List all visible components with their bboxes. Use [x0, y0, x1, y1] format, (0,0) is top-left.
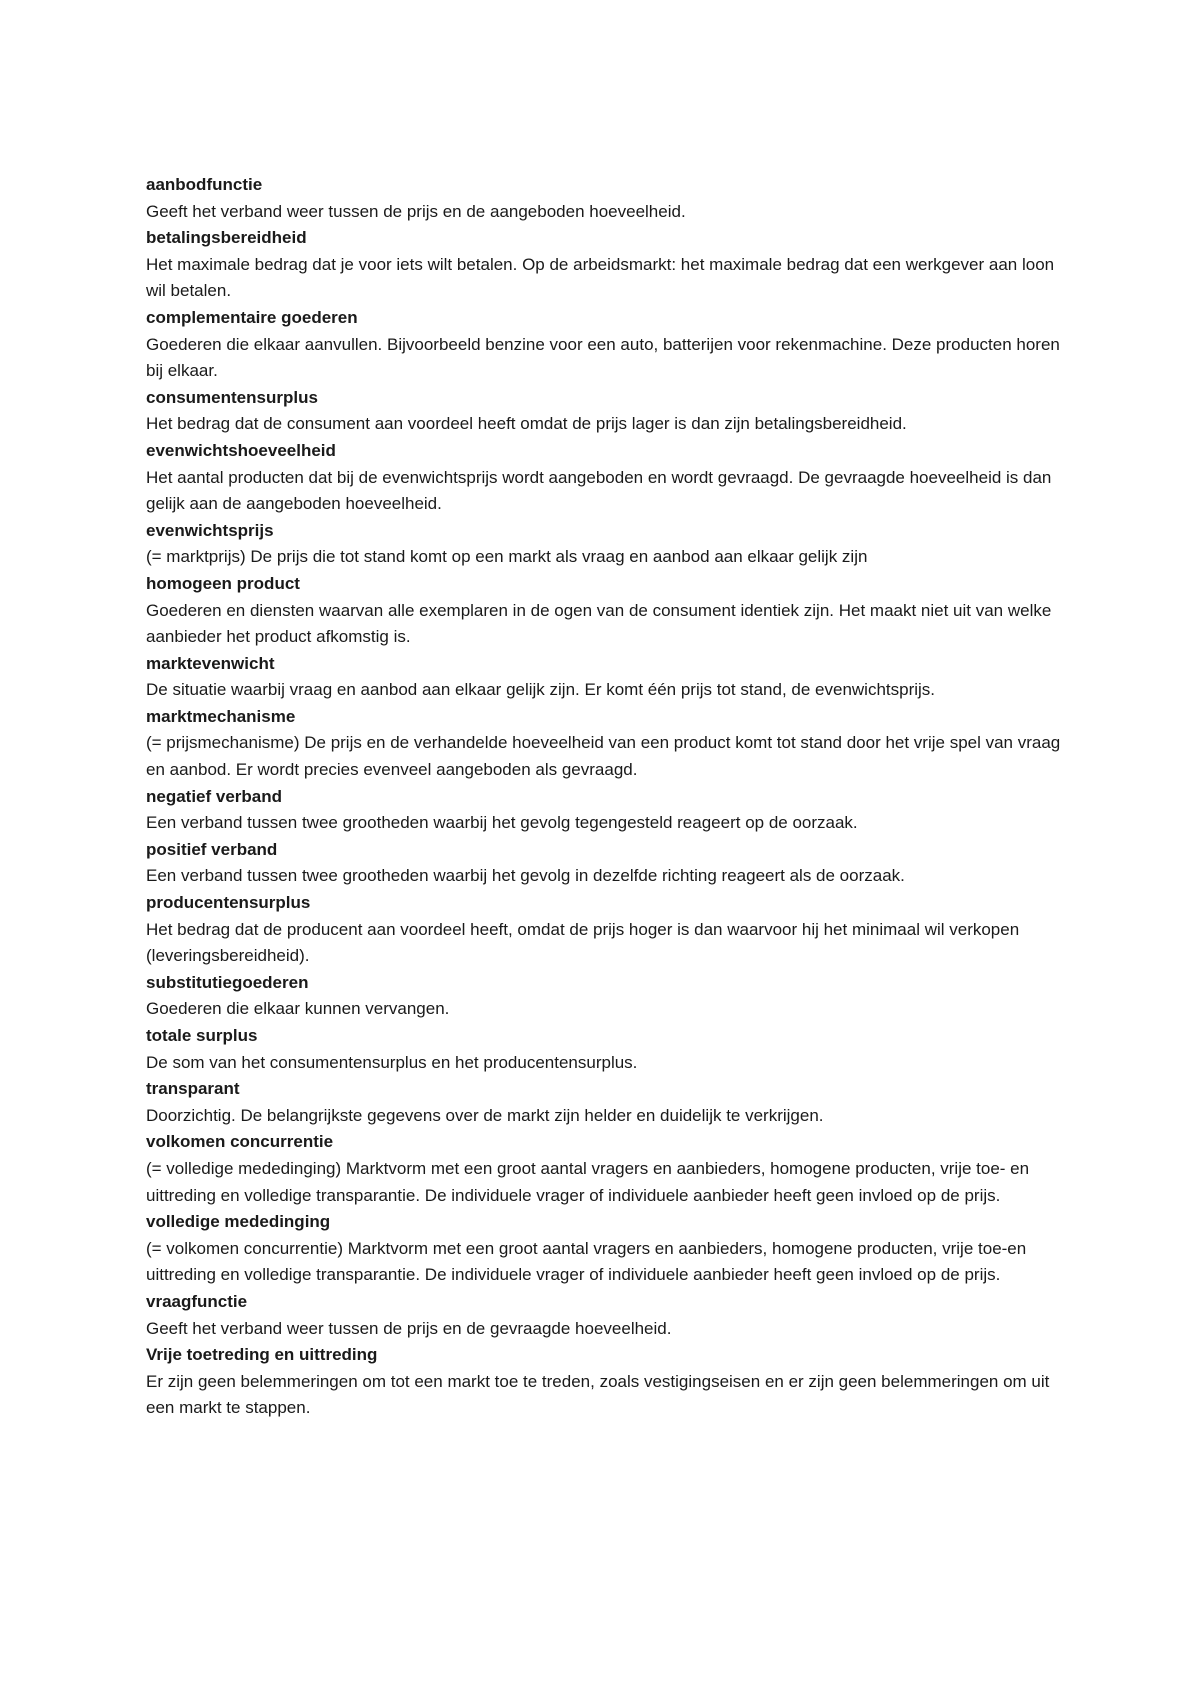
glossary-entry — [146, 1289, 1076, 1342]
glossary-entry — [146, 305, 1076, 385]
term-definition: Geeft het verband weer tussen de prijs en de gevraagde hoeveelheid. — [146, 1318, 672, 1338]
term-definition: Een verband tussen twee grootheden waarbij het gevolg tegengesteld reageert op de oorzaak. — [146, 813, 858, 833]
glossary-entry — [146, 1023, 1076, 1076]
term-heading: evenwichtshoeveelheid — [146, 440, 336, 460]
term-heading: complementaire goederen — [146, 307, 358, 327]
term-heading: producentensurplus — [146, 893, 311, 913]
glossary-page — [146, 172, 1076, 1422]
term-definition: (= volkomen concurrentie) Marktvorm met een groot aantal vragers en aanbieders, homogene producten, vrije toe-en uittreding en volledige transparantie. De individuele vrager of individuele aanbieder heeft geen invloed op de prijs. — [146, 1238, 1027, 1285]
glossary-entry — [146, 890, 1076, 970]
glossary-entry — [146, 1129, 1076, 1209]
term-definition: (= volledige mededinging) Marktvorm met een groot aantal vragers en aanbieders, homogene producten, vrije toe- en uittreding en volledige transparantie. De individuele vrager of individuele aanbieder heeft geen invloed op de prijs. — [146, 1158, 1030, 1205]
term-definition: Het bedrag dat de consument aan voordeel heeft omdat de prijs lager is dan zijn betalingsbereidheid. — [146, 414, 907, 434]
term-definition: De situatie waarbij vraag en aanbod aan elkaar gelijk zijn. Er komt één prijs tot stand, de evenwichtsprijs. — [146, 680, 936, 700]
term-definition: (= prijsmechanisme) De prijs en de verhandelde hoeveelheid van een product komt tot stand door het vrije spel van vraag en aanbod. Er wordt precies evenveel aangeboden als gevraagd. — [146, 733, 1061, 780]
term-heading: aanbodfunctie — [146, 175, 263, 194]
term-heading: Vrije toetreding en uittreding — [146, 1345, 378, 1365]
term-definition: Goederen die elkaar aanvullen. Bijvoorbeeld benzine voor een auto, batterijen voor rekenmachine. Deze producten horen bij elkaar. — [146, 334, 1060, 381]
glossary-entry — [146, 225, 1076, 305]
term-definition: Het maximale bedrag dat je voor iets wilt betalen. Op de arbeidsmarkt: het maximale bedrag dat een werkgever aan loon wil betalen. — [146, 254, 1055, 301]
glossary-entry — [146, 704, 1076, 784]
term-heading: substitutiegoederen — [146, 972, 309, 992]
term-definition: Geeft het verband weer tussen de prijs en de aangeboden hoeveelheid. — [146, 201, 686, 221]
glossary-entry — [146, 651, 1076, 704]
glossary-entry — [146, 1342, 1076, 1422]
term-heading: volkomen concurrentie — [146, 1132, 334, 1152]
term-heading: consumentensurplus — [146, 387, 318, 407]
term-heading: betalingsbereidheid — [146, 228, 307, 248]
term-definition: Goederen en diensten waarvan alle exemplaren in de ogen van de consument identiek zijn. Het maakt niet uit van welke aanbieder het product afkomstig is. — [146, 600, 1052, 647]
term-definition: Er zijn geen belemmeringen om tot een markt toe te treden, zoals vestigingseisen en er zijn geen belemmeringen om uit een markt te stappen. — [146, 1371, 1050, 1418]
glossary-entry — [146, 385, 1076, 438]
glossary-entry — [146, 571, 1076, 651]
term-heading: marktevenwicht — [146, 653, 275, 673]
term-definition: De som van het consumentensurplus en het producentensurplus. — [146, 1052, 638, 1072]
glossary-entry — [146, 970, 1076, 1023]
term-definition: Het aantal producten dat bij de evenwichtsprijs wordt aangeboden en wordt gevraagd. De gevraagde hoeveelheid is dan gelijk aan de aangeboden hoeveelheid. — [146, 467, 1052, 514]
glossary-entry — [146, 837, 1076, 890]
term-definition: Een verband tussen twee grootheden waarbij het gevolg in dezelfde richting reageert als de oorzaak. — [146, 866, 905, 886]
term-heading: marktmechanisme — [146, 706, 296, 726]
term-definition: Doorzichtig. De belangrijkste gegevens over de markt zijn helder en duidelijk te verkrijgen. — [146, 1105, 824, 1125]
term-definition: Het bedrag dat de producent aan voordeel heeft, omdat de prijs hoger is dan waarvoor hij het minimaal wil verkopen (leveringsbereidheid). — [146, 919, 1020, 966]
term-heading: homogeen product — [146, 573, 300, 593]
glossary-entry — [146, 172, 1076, 225]
term-heading: negatief verband — [146, 786, 283, 806]
glossary-entry — [146, 1209, 1076, 1289]
term-definition: Goederen die elkaar kunnen vervangen. — [146, 999, 450, 1019]
term-definition: (= marktprijs) De prijs die tot stand komt op een markt als vraag en aanbod aan elkaar gelijk zijn — [146, 547, 868, 567]
glossary-entry — [146, 438, 1076, 518]
glossary-entry — [146, 518, 1076, 571]
glossary-entry — [146, 784, 1076, 837]
term-heading: transparant — [146, 1079, 240, 1099]
term-heading: vraagfunctie — [146, 1291, 248, 1311]
glossary-entry — [146, 1076, 1076, 1129]
term-heading: positief verband — [146, 839, 278, 859]
term-heading: totale surplus — [146, 1026, 258, 1045]
term-heading: evenwichtsprijs — [146, 520, 274, 540]
term-heading: volledige mededinging — [146, 1212, 331, 1232]
